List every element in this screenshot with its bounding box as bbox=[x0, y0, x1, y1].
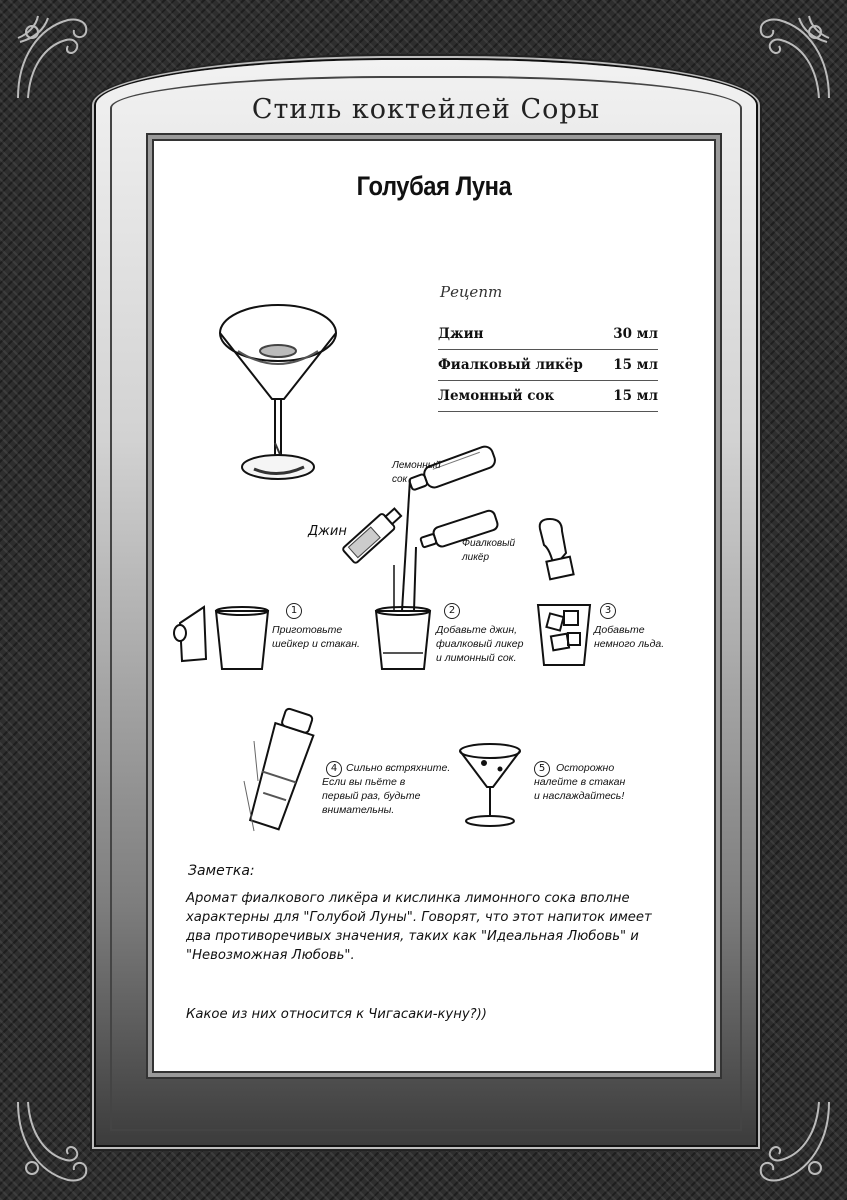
ice-tongs-icon bbox=[540, 519, 574, 579]
ornament-corner-icon bbox=[8, 8, 108, 108]
step-2-text: Добавьте джин, фиалковый ликер и лимонный сок. bbox=[436, 624, 524, 664]
step-4-number: 4 bbox=[326, 761, 342, 777]
label-violet-liqueur: Фиалковый ликёр bbox=[462, 538, 516, 563]
ingredient-amount: 15 мл bbox=[613, 357, 658, 373]
label-lemon-juice: Лемонный сок bbox=[392, 460, 441, 485]
recipe-title: Голубая Луна bbox=[356, 171, 512, 201]
step-4-text: Сильно встряхните. Если вы пьёте в первый раз, будьте внимательны. bbox=[322, 762, 451, 816]
ingredient-amount: 15 мл bbox=[613, 388, 658, 404]
martini-glass-icon bbox=[460, 744, 520, 826]
ornament-corner-icon bbox=[739, 8, 839, 108]
step-2-number: 2 bbox=[444, 603, 460, 619]
ingredient-name: Джин bbox=[438, 326, 484, 342]
note-body: Аромат фиалкового ликёра и кислинка лимонного сока вполне характерны для "Голубой Луны". Говорят, что этот напиток имеет два противоречивых значения, таких как "Идеальная Любовь" и "Невозможная Любовь". bbox=[186, 891, 652, 963]
ingredient-amount: 30 мл bbox=[613, 326, 658, 342]
tumbler-glass-icon bbox=[376, 607, 430, 669]
note-question: Какое из них относится к Чигасаки-куну?)) bbox=[186, 1007, 487, 1022]
step-1-number: 1 bbox=[286, 603, 302, 619]
note-heading: Заметка: bbox=[188, 863, 255, 879]
shaker-icon bbox=[174, 607, 206, 661]
recipe-card bbox=[154, 141, 714, 1071]
martini-glass-icon bbox=[220, 305, 336, 479]
ingredient-name: Лемонный сок bbox=[438, 388, 555, 404]
step-3-number: 3 bbox=[600, 603, 616, 619]
series-title: Стиль коктейлей Соры bbox=[251, 94, 601, 125]
recipe-heading: Рецепт bbox=[440, 283, 503, 301]
tumbler-glass-icon bbox=[216, 607, 268, 669]
tumbler-glass-icon bbox=[538, 605, 590, 665]
ingredient-name: Фиалковый ликёр bbox=[438, 357, 583, 373]
step-5-text: Осторожно налейте в стакан и наслаждайтесь! bbox=[534, 762, 626, 802]
label-gin: Джин bbox=[308, 524, 347, 539]
ornament-corner-icon bbox=[8, 1092, 108, 1192]
bottle-icon bbox=[342, 505, 404, 564]
step-3-text: Добавьте немного льда. bbox=[594, 624, 665, 650]
step-5-number: 5 bbox=[534, 761, 550, 777]
shaker-icon bbox=[244, 706, 319, 831]
step-1-text: Приготовьте шейкер и стакан. bbox=[272, 624, 360, 650]
illustrations bbox=[154, 141, 714, 861]
